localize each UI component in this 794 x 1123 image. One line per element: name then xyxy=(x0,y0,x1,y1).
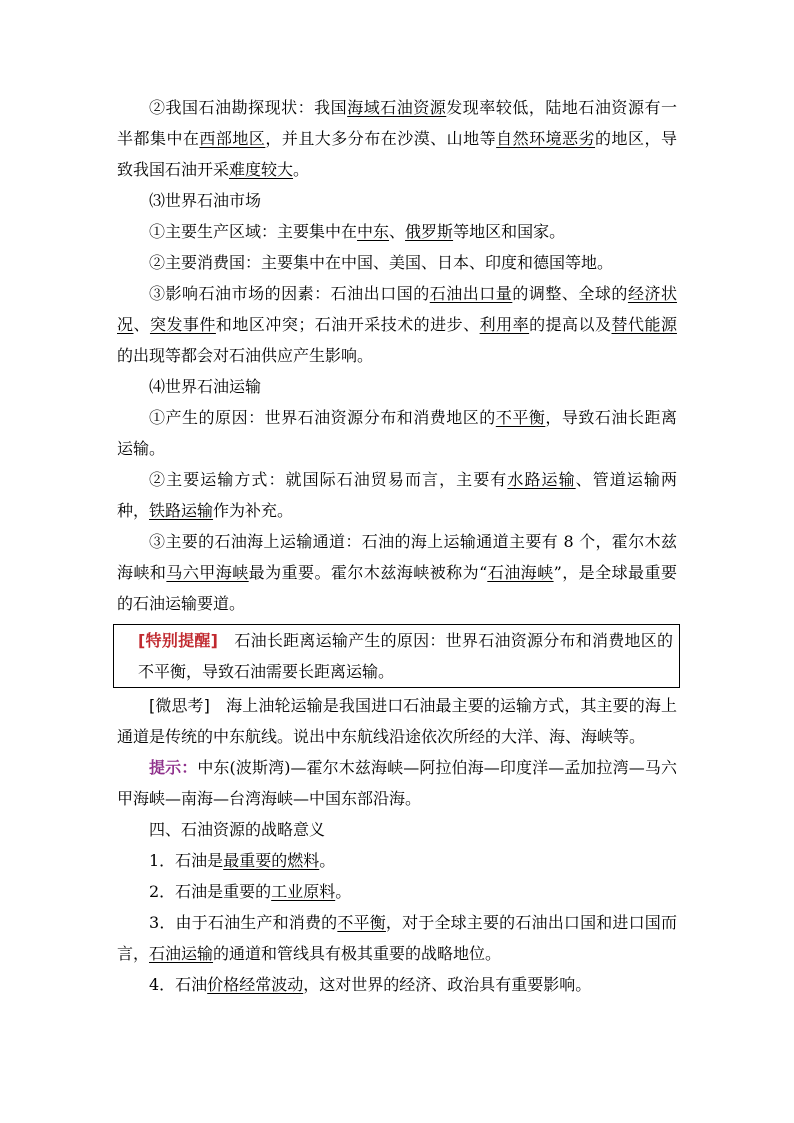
paragraph-exploration-status xyxy=(117,92,677,185)
special-reminder-tag: [特别提醒] xyxy=(138,631,218,650)
text: ，对于全球主要的石油出口国和进口国而言， xyxy=(117,913,677,963)
underlined-term: 工业原料 xyxy=(271,882,336,901)
text: 。 xyxy=(335,882,352,901)
special-reminder-box xyxy=(113,624,680,688)
list-item-2 xyxy=(117,876,677,907)
text: 发现率较低，陆地石油资源有一半都集中在 xyxy=(117,98,677,148)
paragraph-consumer-countries: ②主要消费国：主要集中在中国、美国、日本、印度和德国等地。 xyxy=(149,253,614,272)
text: ③影响石油市场的因素：石油出口国的 xyxy=(149,284,430,303)
underlined-term: 不平衡 xyxy=(495,408,546,427)
text: 的通道和管线具有极其重要的战略地位。 xyxy=(213,944,502,963)
underlined-term: 马六甲海峡 xyxy=(166,563,249,582)
micro-thinking-tag: [微思考] xyxy=(149,696,210,715)
underlined-term: 利用率 xyxy=(479,315,530,334)
heading-world-oil-market: ⑶世界石油市场 xyxy=(149,191,262,210)
underlined-term: 海域石油资源 xyxy=(347,98,447,117)
underlined-term: 难度较大 xyxy=(229,160,294,179)
text: ①产生的原因：世界石油资源分布和消费地区的 xyxy=(149,408,496,427)
underlined-term: 中东 xyxy=(357,222,390,241)
paragraph-production-regions xyxy=(117,216,677,247)
paragraph-market-factors xyxy=(117,278,677,371)
text: 4．石油 xyxy=(149,975,208,994)
text: 的调整、全球的 xyxy=(512,284,628,303)
paragraph-sea-channels xyxy=(117,526,677,619)
text: 石油长距离运输产生的原因：世界石油资源分布和消费地区的不平衡，导致石油需要长距离运输。 xyxy=(138,631,673,681)
text: 、管道运输两种， xyxy=(117,470,677,520)
list-item-4 xyxy=(117,969,677,1000)
text: ②我国石油勘探现状：我国 xyxy=(149,98,348,117)
underlined-term: 西部地区 xyxy=(199,129,266,148)
underlined-term: 俄罗斯 xyxy=(405,222,454,241)
underlined-term: 价格经常波动 xyxy=(207,975,304,994)
list-item-1 xyxy=(117,845,677,876)
text: ，这对世界的经济、政治具有重要影响。 xyxy=(303,975,592,994)
text: 和地区冲突；石油开采技术的进步、 xyxy=(215,315,480,334)
text: 、 xyxy=(389,222,406,241)
text: ，并且大多分布在沙漠、山地等 xyxy=(265,129,497,148)
text: 、 xyxy=(133,315,150,334)
heading-strategic-significance: 四、石油资源的战略意义 xyxy=(149,820,326,839)
special-reminder-text xyxy=(138,625,673,687)
text: 。 xyxy=(319,851,336,870)
document-page xyxy=(117,92,677,1000)
text: 的地区，导致我国石油开采 xyxy=(117,129,677,179)
underlined-term: 最重要的燃料 xyxy=(223,851,320,870)
text: 2．石油是重要的 xyxy=(149,882,272,901)
underlined-term: 自然环境恶劣 xyxy=(496,129,596,148)
text: 。 xyxy=(293,160,310,179)
text: 1．石油是 xyxy=(149,851,224,870)
text: ②主要运输方式：就国际石油贸易而言，主要有 xyxy=(149,470,508,489)
text: 的出现等都会对石油供应产生影响。 xyxy=(117,346,374,365)
paragraph-hint xyxy=(117,752,677,814)
underlined-term: 水路运输 xyxy=(507,470,576,489)
underlined-term: 石油出口量 xyxy=(429,284,513,303)
text: ①主要生产区域：主要集中在 xyxy=(149,222,358,241)
heading-world-oil-transport: ⑷世界石油运输 xyxy=(149,377,262,396)
text: ③主要的石油海上运输通道：石油的海上运输通道主要有 8 个，霍尔木兹海峡和 xyxy=(117,532,677,582)
text: 等地区和国家。 xyxy=(453,222,566,241)
text: 最为重要。霍尔木兹海峡被称为“ xyxy=(248,563,488,582)
text: 海上油轮运输是我国进口石油最主要的运输方式，其主要的海上通道是传统的中东航线。说出中东航线沿途依次所经的大洋、海、海峡等。 xyxy=(117,696,677,746)
underlined-term: 铁路运输 xyxy=(149,501,214,520)
paragraph-micro-thinking xyxy=(117,690,677,752)
text: ，导致石油长距离运输。 xyxy=(117,408,677,458)
text: 作为补充。 xyxy=(213,501,294,520)
text: ”，是全球最重要的石油运输要道。 xyxy=(117,563,677,613)
text: 3．由于石油生产和消费的 xyxy=(149,913,338,932)
underlined-term: 替代能源 xyxy=(611,315,677,334)
underlined-term: 不平衡 xyxy=(337,913,386,932)
paragraph-transport-methods xyxy=(117,464,677,526)
list-item-3 xyxy=(117,907,677,969)
underlined-term: 石油海峡 xyxy=(487,563,554,582)
paragraph-transport-reason xyxy=(117,402,677,464)
underlined-term: 突发事件 xyxy=(149,315,216,334)
hint-tag: 提示： xyxy=(149,758,198,777)
underlined-term: 石油运输 xyxy=(149,944,214,963)
text: 中东(波斯湾)—霍尔木兹海峡—阿拉伯海—印度洋—孟加拉湾—马六甲海峡—南海—台湾海峡—中国东部沿海。 xyxy=(117,758,677,808)
text: 的提高以及 xyxy=(529,315,612,334)
underlined-term: 经济状况 xyxy=(117,284,677,334)
